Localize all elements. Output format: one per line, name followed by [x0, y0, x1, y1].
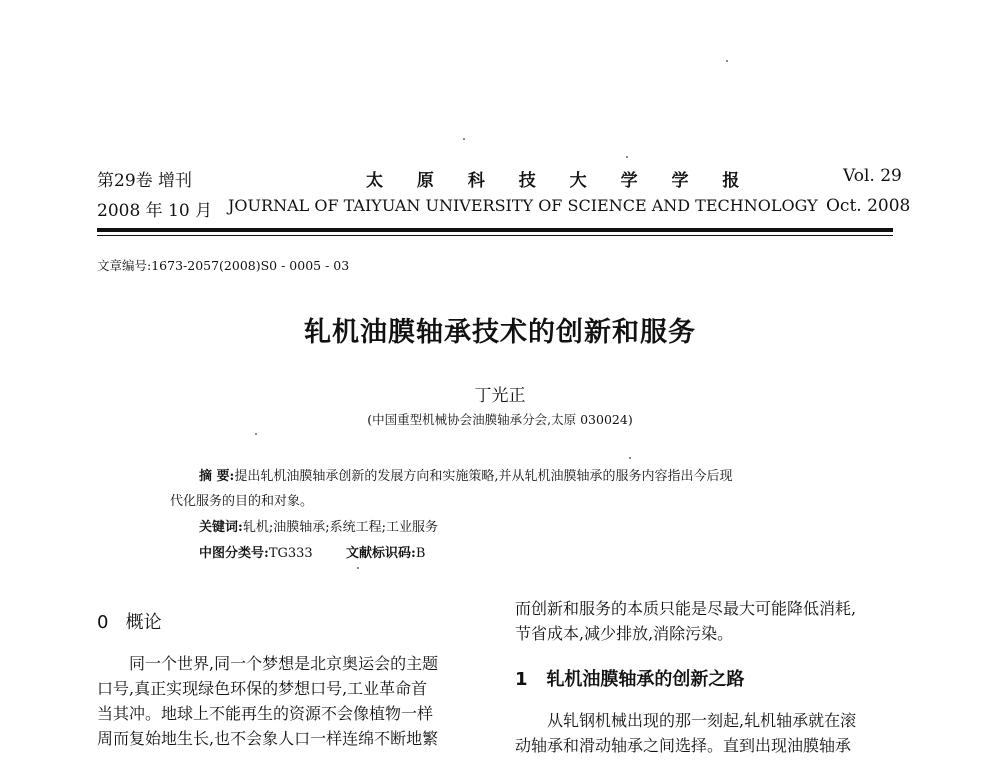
- right-line-1: 而创新和服务的本质只能是尽最大可能降低消耗,: [515, 599, 857, 618]
- right-line-2: 节省成本,减少排放,消除污染。: [515, 624, 734, 643]
- article-number: 文章编号:1673-2057(2008)S0 - 0005 - 03: [97, 258, 350, 273]
- doc-value: B: [415, 546, 426, 561]
- classification-doc: [346, 542, 425, 561]
- abstract-label: 摘 要:: [199, 469, 235, 484]
- journal-title-cn: 太 原 科 技 大 学 学 报: [366, 171, 754, 191]
- scan-speck: [357, 567, 359, 569]
- right-line-3: 从轧钢机械出现的那一刻起,轧机轴承就在滚: [547, 711, 857, 730]
- section-0-heading: 0 概论: [97, 612, 162, 633]
- classification-clc: [199, 542, 313, 561]
- keywords-value: 轧机;油膜轴承;系统工程;工业服务: [242, 520, 438, 535]
- paper-title: 轧机油膜轴承技术的创新和服务: [304, 317, 696, 348]
- keywords-label: 关键词:: [199, 520, 243, 535]
- doc-label: 文献标识码:: [346, 546, 416, 561]
- journal-title-en: JOURNAL OF TAIYUAN UNIVERSITY OF SCIENCE AND TECHNOLOGY: [228, 196, 818, 215]
- clc-value: TG333: [268, 546, 313, 561]
- scan-speck: [726, 60, 728, 62]
- author-affiliation: (中国重型机械协会油膜轴承分会,太原 030024): [367, 412, 633, 427]
- right-column-continued: [515, 596, 900, 646]
- left-line-1: 同一个世界,同一个梦想是北京奥运会的主题: [129, 654, 439, 673]
- volume-en: Vol. 29: [843, 166, 902, 186]
- abstract-line-2: 代化服务的目的和对象。: [170, 494, 314, 509]
- left-line-4: 周而复始地生长,也不会象人口一样连绵不断地繁: [97, 729, 439, 748]
- scan-speck: [255, 433, 257, 435]
- scan-speck: [626, 156, 628, 158]
- volume-cn: 第29卷 增刊: [97, 171, 193, 191]
- header-rule-thick: [97, 228, 893, 232]
- date-cn: 2008 年 10 月: [97, 201, 213, 221]
- keywords: [199, 516, 438, 535]
- left-line-2: 口号,真正实现绿色环保的梦想口号,工业革命首: [97, 679, 428, 698]
- header-rule-thin: [97, 235, 893, 236]
- left-column-text: [97, 651, 477, 751]
- abstract-line-1: [199, 465, 732, 484]
- author-name: 丁光正: [474, 386, 526, 406]
- section-1-heading: 1 轧机油膜轴承的创新之路: [515, 669, 745, 690]
- right-line-4: 动轴承和滑动轴承之间选择。直到出现油膜轴承: [515, 736, 852, 755]
- clc-label: 中图分类号:: [199, 546, 269, 561]
- right-column-text: [515, 708, 900, 758]
- left-line-3: 当其冲。地球上不能再生的资源不会像植物一样: [97, 704, 434, 723]
- scan-speck: [463, 138, 465, 140]
- scan-speck: [629, 457, 631, 459]
- date-en: Oct. 2008: [826, 196, 911, 216]
- abstract-text-1: 提出轧机油膜轴承创新的发展方向和实施策略,并从轧机油膜轴承的服务内容指出今后现: [234, 469, 733, 484]
